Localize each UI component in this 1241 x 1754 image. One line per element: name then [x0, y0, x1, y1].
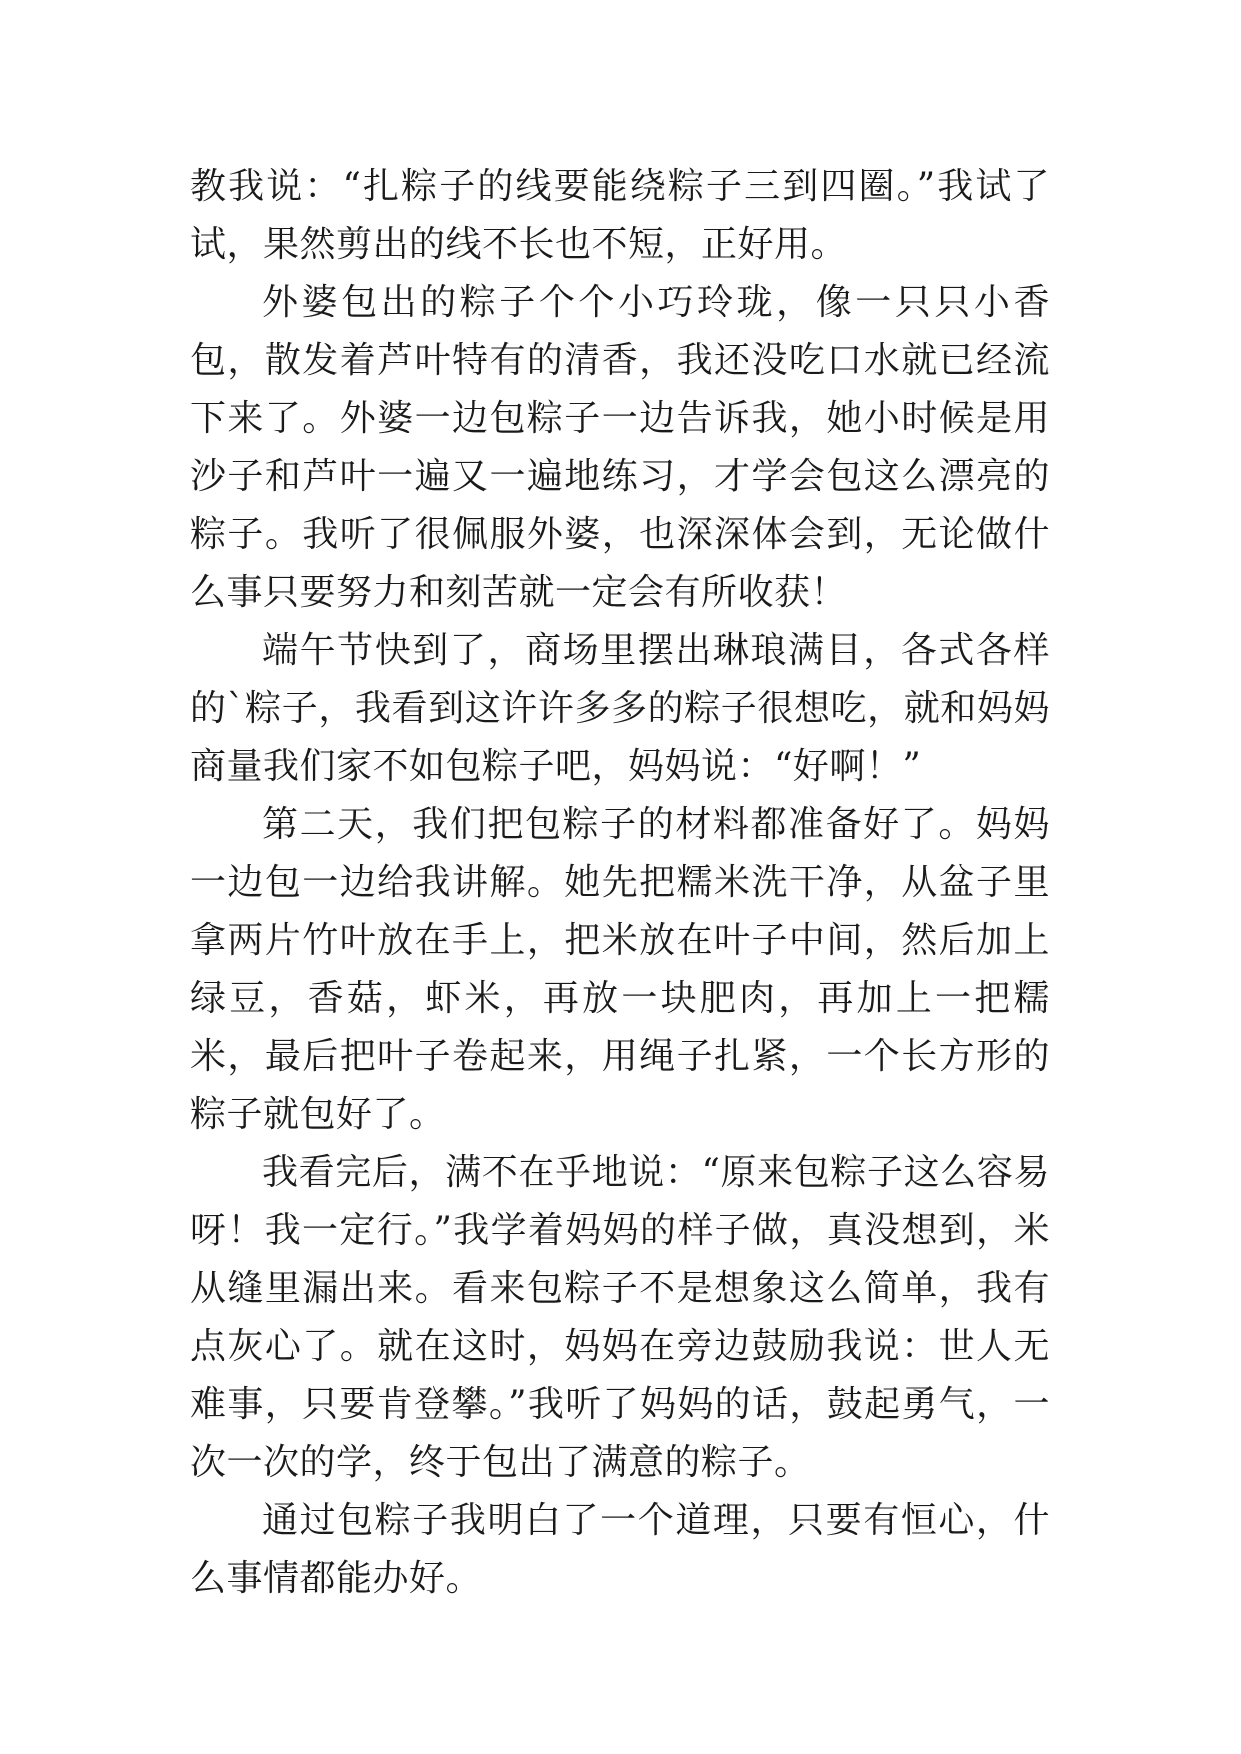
- paragraph-5: 我看完后，满不在乎地说：“原来包粽子这么容易呀！我一定行。”我学着妈妈的样子做，真没想到，米从缝里漏出来。看来包粽子不是想象这么简单，我有点灰心了。就在这时，妈妈在旁边鼓励我说：世人无难事，只要肯登攀。”我听了妈妈的话，鼓起勇气，一次一次的学，终于包出了满意的粽子。: [190, 1152, 1050, 1483]
- paragraph-2: 外婆包出的粽子个个小巧玲珑，像一只只小香包，散发着芦叶特有的清香，我还没吃口水就已经流下来了。外婆一边包粽子一边告诉我，她小时候是用沙子和芦叶一遍又一遍地练习，才学会包这么漂亮的粽子。我听了很佩服外婆，也深深体会到，无论做什么事只要努力和刻苦就一定会有所收获！: [190, 282, 1050, 613]
- paragraph-1: 教我说：“扎粽子的线要能绕粽子三到四圈。”我试了试，果然剪出的线不长也不短，正好用。: [190, 166, 1050, 265]
- paragraph-3: 端午节快到了，商场里摆出琳琅满目，各式各样的`粽子，我看到这许许多多的粽子很想吃，就和妈妈商量我们家不如包粽子吧，妈妈说：“好啊！”: [190, 630, 1050, 787]
- paragraph-6: 通过包粽子我明白了一个道理，只要有恒心，什么事情都能办好。: [190, 1500, 1050, 1599]
- body-text: [190, 158, 1050, 1608]
- paragraph-4: 第二天，我们把包粽子的材料都准备好了。妈妈一边包一边给我讲解。她先把糯米洗干净，从盆子里拿两片竹叶放在手上，把米放在叶子中间，然后加上绿豆，香菇，虾米，再放一块肥肉，再加上一把糯米，最后把叶子卷起来，用绳子扎紧，一个长方形的粽子就包好了。: [190, 804, 1050, 1135]
